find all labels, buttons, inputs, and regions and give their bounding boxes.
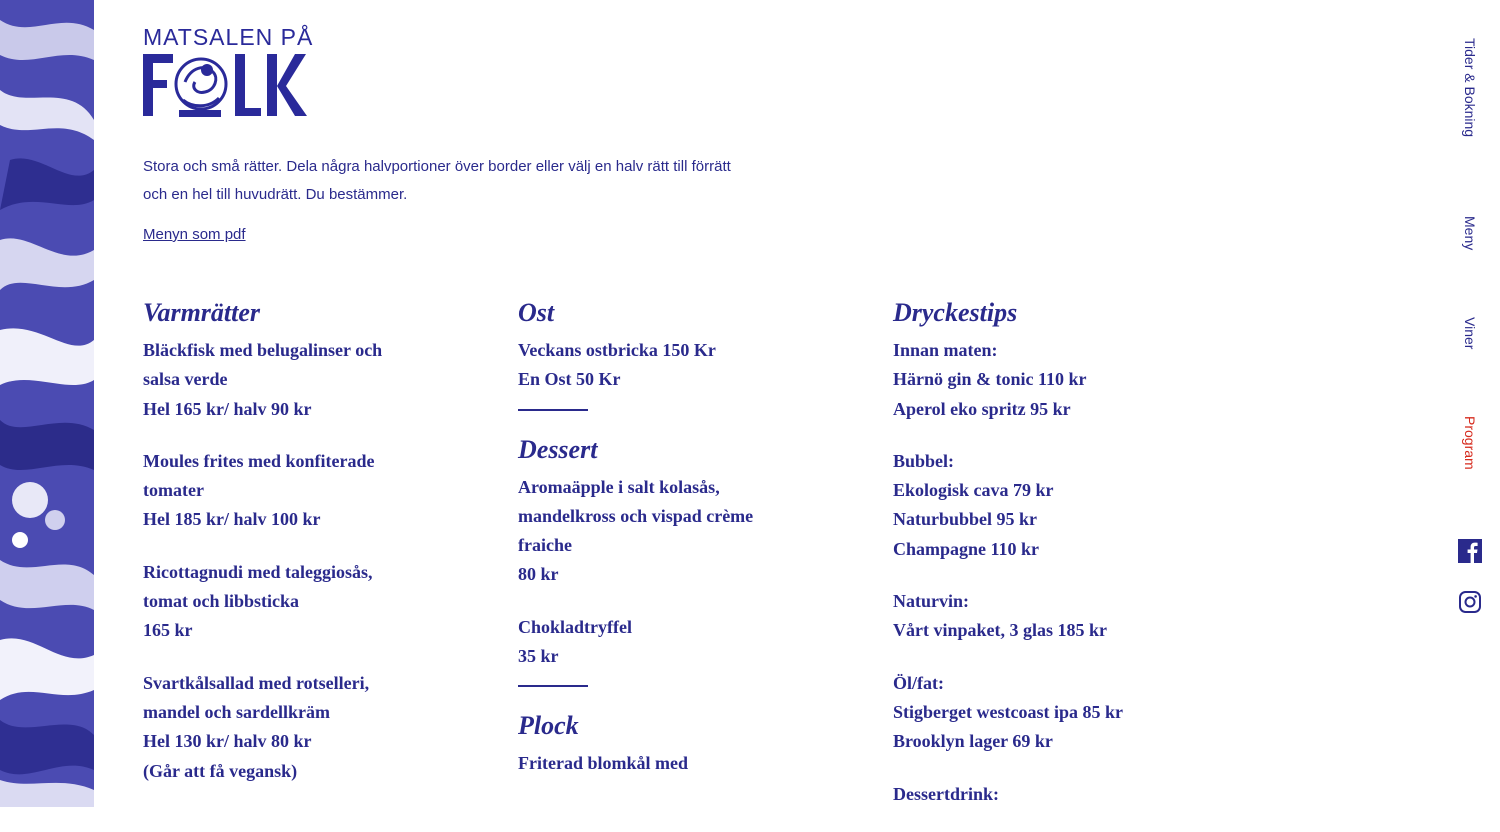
decorative-side-image [0,0,94,807]
section-divider [518,685,588,687]
item-line: En Ost 50 Kr [518,369,621,390]
drink-group-label: Naturvin: [893,591,969,612]
section-title-dryckestips: Dryckestips [893,298,1018,327]
item-line: Ricottagnudi med taleggiosås, [143,561,373,582]
menu-item [518,473,818,590]
drink-group [893,587,1213,646]
nav-item-program[interactable]: Program [1462,416,1478,470]
item-line: tomat och libbsticka [143,591,300,612]
drink-group-label: Innan maten: [893,340,998,360]
section-title-ost: Ost [518,298,555,327]
menu-pdf-link[interactable]: Menyn som pdf [143,226,246,243]
item-line: Moules frites med konfiterade [143,450,375,471]
item-line: fraiche [518,535,572,556]
drink-line: Vårt vinpaket, 3 glas 185 kr [893,620,1108,641]
menu-item [518,336,818,395]
item-line: Aromaäpple i salt kolasås, [518,476,720,497]
menu-item [143,669,443,786]
drink-line: Ekologisk cava 79 kr [893,480,1054,501]
item-note: (Går att få vegansk) [143,760,298,781]
drink-group [893,336,1213,424]
drink-line: Naturbubbel 95 kr [893,509,1038,530]
menu-item [143,558,443,646]
section-title-dessert: Dessert [518,434,598,464]
item-line: Veckans ostbricka 150 Kr [518,340,716,360]
column-varmratter [143,296,443,809]
item-line: Bläckfisk med belugalinser och [143,340,383,360]
site-logo[interactable] [143,24,313,124]
item-line: salsa verde [143,369,228,390]
menu-intro-text: Stora och små rätter. Dela några halvportioner över border eller välj en halv rätt till förrätt och en hel till huvudrätt. Du bestämmer. [143,158,731,203]
item-price: 80 kr [518,564,559,585]
column-dryckestips [893,296,1213,832]
section-title-plock: Plock [518,711,579,741]
menu-item [518,613,818,672]
column-ost-dessert-plock [518,296,818,802]
nav-item-viner[interactable]: Viner [1462,317,1478,350]
item-line: mandelkross och vispad crème [518,505,754,526]
drink-group [893,447,1213,564]
logo-folk-wordmark [143,52,313,118]
item-line: Friterad blomkål med [518,753,688,774]
drink-line: Aperol eko spritz 95 kr [893,398,1071,419]
item-price: Hel 185 kr/ halv 100 kr [143,509,321,530]
section-title-varmratter: Varmrätter [143,298,261,327]
item-price: 165 kr [143,620,193,641]
item-line: Chokladtryffel [518,616,632,637]
menu-item [143,447,443,535]
item-line: tomater [143,480,204,501]
facebook-icon[interactable] [1458,539,1482,563]
drink-group-label: Dessertdrink: [893,783,999,804]
nav-item-meny[interactable]: Meny [1462,216,1478,251]
item-line: mandel och sardellkräm [143,701,330,722]
instagram-icon[interactable] [1458,590,1482,614]
logo-top-text: MATSALEN PÅ [143,24,314,50]
drink-line: Brooklyn lager 69 kr [893,731,1053,752]
drink-line: Champagne 110 kr [893,538,1040,559]
drink-group-label: Bubbel: [893,450,955,471]
item-price: 35 kr [518,646,559,667]
drink-group-label: Öl/fat: [893,672,944,693]
section-divider [518,409,588,411]
nav-item-tider-bokning[interactable]: Tider & Bokning [1462,38,1478,138]
item-price: Hel 130 kr/ halv 80 kr [143,731,312,752]
drink-group [893,669,1213,757]
drink-line: Stigberget westcoast ipa 85 kr [893,701,1123,722]
item-price: Hel 165 kr/ halv 90 kr [143,398,312,419]
item-line: Svartkålsallad med rotselleri, [143,672,370,693]
drink-group [893,780,1213,809]
menu-item [143,336,443,424]
drink-line: Härnö gin & tonic 110 kr [893,369,1087,390]
side-navigation [1455,0,1485,807]
menu-item [518,749,818,778]
